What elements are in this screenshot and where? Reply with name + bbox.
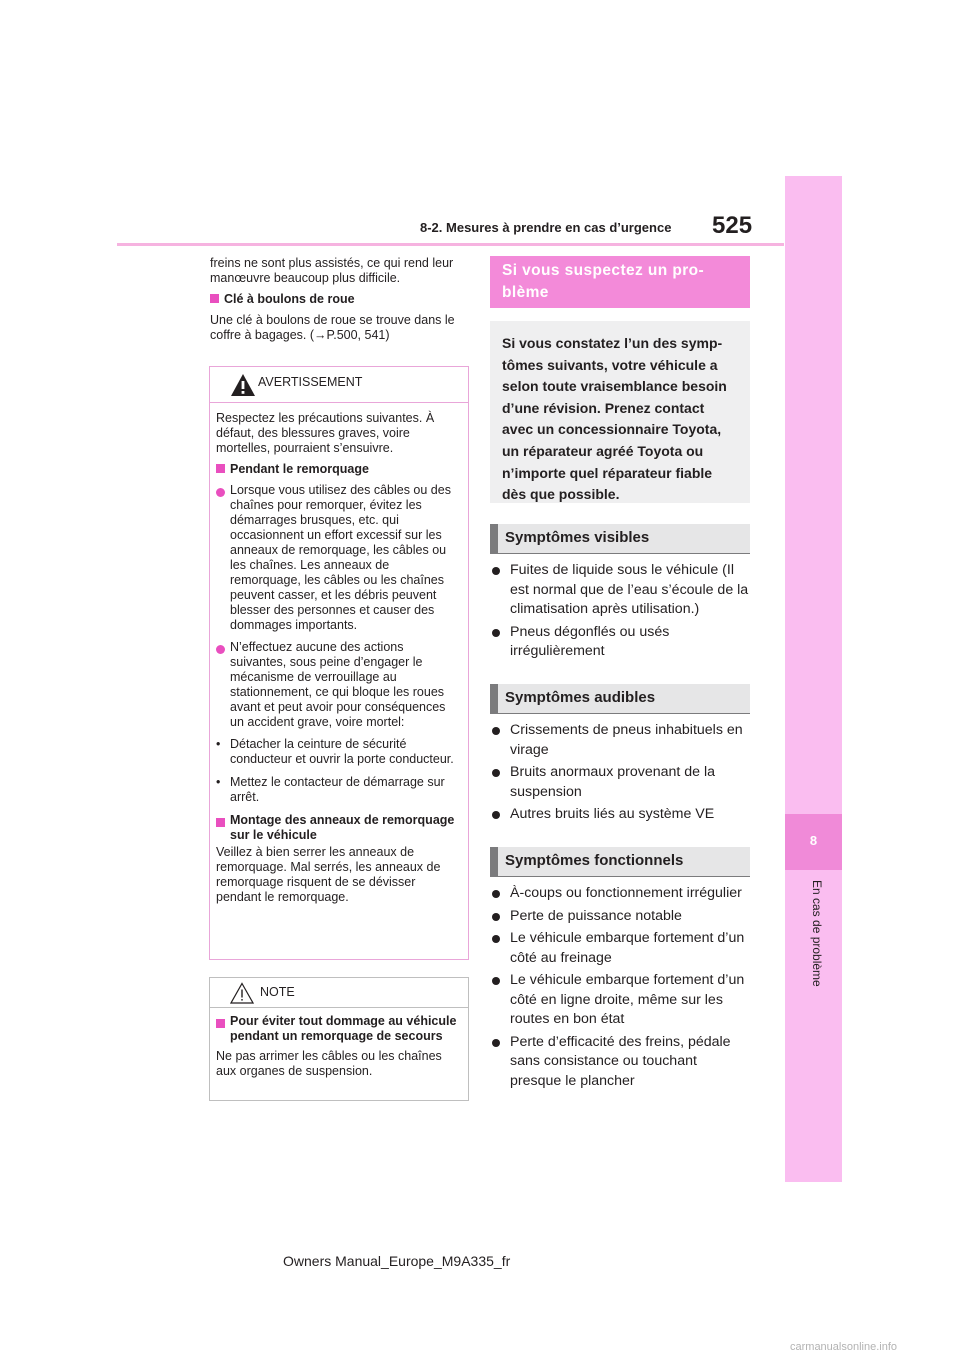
intro-line: tômes suivants, votre véhicule a <box>502 356 718 373</box>
visible-symptoms-list <box>490 561 752 665</box>
bullet-dot-icon <box>492 567 500 575</box>
square-bullet-icon <box>210 294 219 303</box>
list-item: • Mettez le contacteur de démarrage sur arrêt. <box>216 775 445 804</box>
section-title: 8-2. Mesures à prendre en cas d’urgence <box>420 220 672 235</box>
list-item: Perte de puissance notable <box>490 907 752 927</box>
bullet-dot-icon <box>492 890 500 898</box>
manual-id-footer: Owners Manual_Europe_M9A335_fr <box>283 1253 511 1269</box>
chapter-label: En cas de problème <box>810 880 824 987</box>
note-heading: Pour éviter tout dommage au véhicule pendant un remorquage de secours <box>216 1014 460 1044</box>
visible-symptoms-heading: Symptômes visibles <box>490 524 750 554</box>
list-item: Lorsque vous utilisez des câbles ou des chaînes pour remorquer, évitez les démarrages brusques, etc. qui occasionnent un effort excessif sur les anneaux de remorquage, les câbles ou les chaînes. Les anneaux de remorquage, les câbles ou les chaînes peuvent casser, et les débris peuvent blesser des personnes et causer des dommages importants. <box>216 483 460 633</box>
wrench-paragraph: Une clé à boulons de roue se trouve dans le coffre à bagages. (→P.500, 541) <box>210 313 455 342</box>
note-title: NOTE <box>260 985 295 999</box>
intro-line: avec un concessionnaire Toyota, <box>502 421 722 438</box>
topic-title-line: blème <box>502 284 549 301</box>
warning-header <box>210 367 468 403</box>
bullet-dot-icon <box>492 1039 500 1047</box>
bullet-dot-icon <box>492 727 500 735</box>
list-item: Fuites de liquide sous le véhicule (Il est normal que de l’eau s’écoule de la climatisation après utilisation.) <box>490 561 752 620</box>
list-item: Le véhicule embarque fortement d’un côté au freinage <box>490 929 752 968</box>
bullet-dot-icon <box>492 629 500 637</box>
intro-line: d’une révision. Prenez contact <box>502 399 705 416</box>
note-box <box>209 977 469 1101</box>
bullet-dot-icon <box>492 811 500 819</box>
pink-dot-icon <box>216 488 225 497</box>
audible-symptoms-list <box>490 721 752 828</box>
intro-box <box>490 321 750 503</box>
list-item: À-coups ou fonctionnement irrégulier <box>490 884 752 904</box>
intro-line: selon toute vraisemblance besoin <box>502 378 727 395</box>
list-item: Bruits anormaux provenant de la suspension <box>490 763 752 802</box>
pink-dot-icon <box>216 645 225 654</box>
bullet-dot-icon <box>492 913 500 921</box>
topic-title-banner <box>490 256 750 308</box>
list-item: Le véhicule embarque fortement d’un côté en ligne droite, même sur les routes en bon état <box>490 971 752 1030</box>
warning-title: AVERTISSEMENT <box>258 375 363 389</box>
list-item: Crissements de pneus inhabituels en virage <box>490 721 752 760</box>
note-header <box>210 978 468 1008</box>
square-bullet-icon <box>216 818 225 827</box>
functional-symptoms-list <box>490 884 752 1094</box>
caution-triangle-icon <box>230 982 254 1004</box>
list-item: Perte d’efficacité des freins, pédale sans consistance ou touchant presque le plancher <box>490 1033 752 1092</box>
intro-paragraph: freins ne sont plus assistés, ce qui rend leur manœuvre beaucoup plus difficile. <box>210 256 454 285</box>
bullet-dot-icon <box>492 769 500 777</box>
topic-title-line: Si vous suspectez un pro- <box>502 262 705 279</box>
square-bullet-icon <box>216 464 225 473</box>
left-column <box>210 256 468 349</box>
chapter-number: 8 <box>809 833 818 848</box>
warning-triangle-icon <box>230 373 256 397</box>
warning-intro: Respectez les précautions suivantes. À défaut, des blessures graves, voire mortelles, pourraient s’ensuivre. <box>216 411 435 455</box>
audible-symptoms-heading: Symptômes audibles <box>490 684 750 714</box>
square-bullet-icon <box>216 1019 225 1028</box>
list-item: Autres bruits liés au système VE <box>490 805 752 825</box>
list-item: N’effectuez aucune des actions suivantes, sous peine d’engager le mécanisme de verrouillage au stationnement, ce qui bloque les roues avant et peut avoir pour conséquences un accident grave, voire mortel: <box>216 640 460 730</box>
intro-line: n’importe quel réparateur fiable <box>502 464 713 481</box>
list-item: Pneus dégonflés ou usés irrégulièrement <box>490 623 752 662</box>
mount-heading: Montage des anneaux de remorquage sur le véhicule <box>216 813 460 843</box>
page-number: 525 <box>712 212 753 239</box>
warning-box <box>209 366 469 960</box>
intro-line: Si vous constatez l’un des symp- <box>502 335 723 351</box>
watermark: carmanualsonline.info <box>790 1341 898 1353</box>
functional-symptoms-heading: Symptômes fonctionnels <box>490 847 750 877</box>
list-item: • Détacher la ceinture de sécurité conducteur et ouvrir la porte conducteur. <box>216 737 454 766</box>
intro-line: dès que possible. <box>502 486 620 503</box>
header-divider <box>117 243 784 246</box>
intro-line: un réparateur agréé Toyota ou <box>502 442 704 459</box>
towing-heading: Pendant le remorquage <box>216 462 460 477</box>
mount-paragraph: Veillez à bien serrer les anneaux de remorquage. Mal serrés, les anneaux de remorquage risquent de se dévisser pendant le remorquage. <box>216 845 441 904</box>
wrench-heading: Clé à boulons de roue <box>210 292 468 307</box>
bullet-dot-icon <box>492 977 500 985</box>
note-paragraph: Ne pas arrimer les câbles ou les chaînes aux organes de suspension. <box>216 1049 442 1078</box>
bullet-dot-icon <box>492 935 500 943</box>
